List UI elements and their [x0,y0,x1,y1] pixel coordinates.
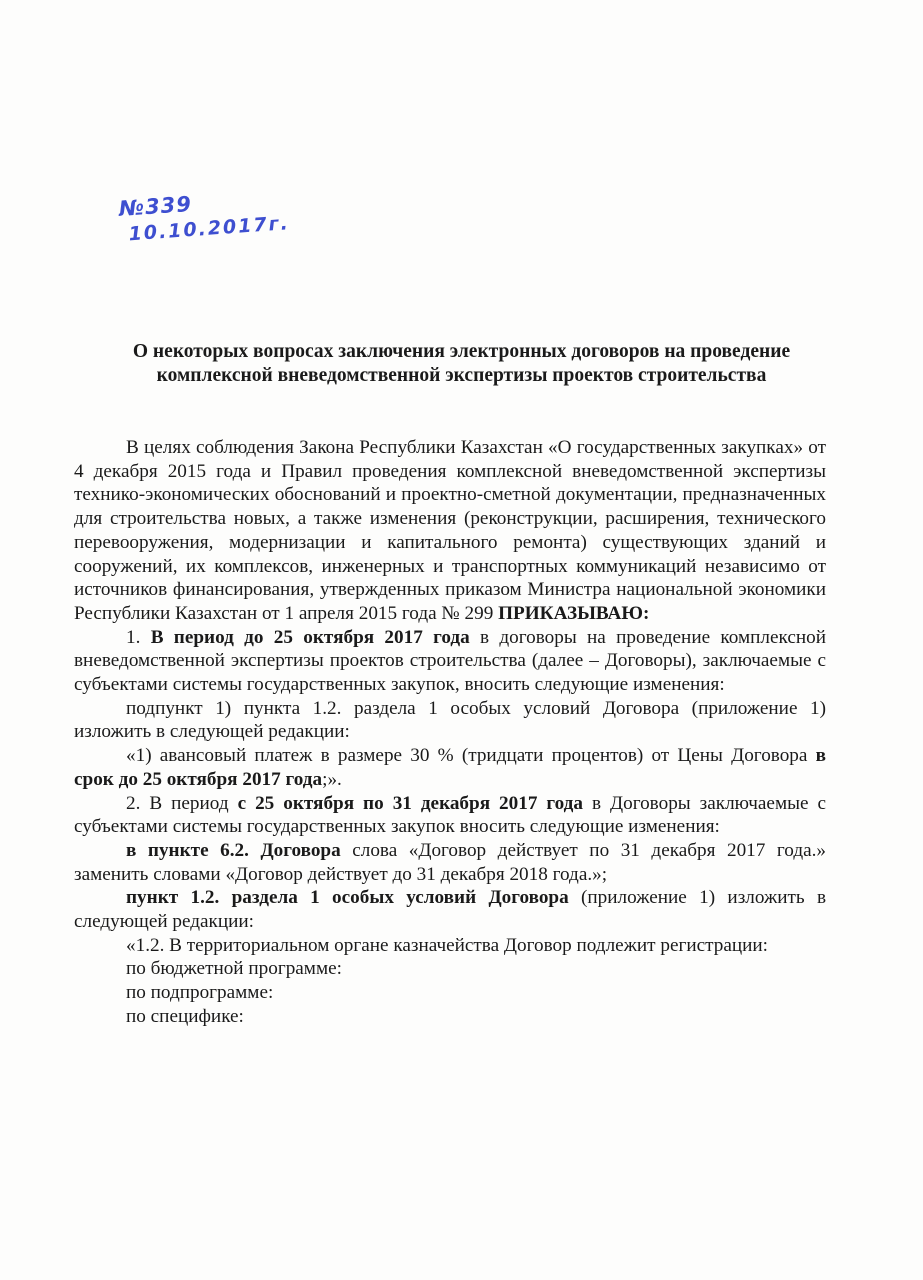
document-body [74,436,826,1029]
list-item-budget-program: по бюджетной программе: [126,958,342,980]
clause-2-text: в Договоры заключаемые с субъектами системы государственных закупок вносить следующие изменения: [74,792,826,838]
treasury-paragraph [74,934,826,958]
advance-payment-text: «1) авансовый платеж в размере 30 % (тридцати процентов) от Цены Договора [126,745,816,767]
subclause-text: подпункт 1) пункта 1.2. раздела 1 особых условий Договора (приложение 1) изложить в следующей редакции: [74,697,826,743]
clause-1-text: в договоры на проведение комплексной вневедомственной экспертизы проектов строительства (далее – Договоры), заключаемые с субъектами системы государственных закупок, вносить следующие изменения: [74,626,826,696]
order-keyword: ПРИКАЗЫВАЮ: [498,602,650,624]
point-1-2-reference: пункт 1.2. раздела 1 особых условий Договора [126,887,569,909]
treasury-text: «1.2. В территориальном органе казначейства Договор подлежит регистрации: [126,934,768,956]
handwritten-number: №339 [118,191,193,221]
clause-1-paragraph [74,626,826,697]
clause-2-prefix: 2. В период [126,792,238,814]
point-6-2-reference: в пункте 6.2. Договора [126,839,341,861]
handwritten-registration-note [118,184,291,248]
subclause-paragraph [74,697,826,744]
preamble-paragraph [74,436,826,626]
advance-payment-suffix: ;». [322,768,342,790]
point-1-2-text: (приложение 1) изложить в следующей редакции: [74,887,827,933]
point-6-2-text: слова «Договор действует по 31 декабря 2017 года.» заменить словами «Договор действует до 31 декабря 2018 года.»; [74,839,826,885]
clause-1-period: В период до 25 октября 2017 года [150,626,470,648]
handwritten-date: 10.10.2017г. [127,212,291,246]
clause-1-number: 1. [126,626,151,648]
point-1-2-paragraph [74,886,826,933]
list-item-specifics: по специфике: [126,1005,244,1027]
clause-2-paragraph [74,792,826,839]
advance-payment-deadline: в срок до 25 октября 2017 года [74,745,826,790]
document-title [60,340,863,388]
point-6-2-paragraph [74,839,826,886]
clause-2-period: с 25 октября по 31 декабря 2017 года [237,792,583,814]
title-line-1: О некоторых вопросах заключения электронных договоров на проведение [132,341,791,362]
preamble-text: В целях соблюдения Закона Республики Казахстан «О государственных закупках» от 4 декабря 2015 года и Правил проведения комплексной вневедомственной экспертизы технико-экономических обоснований и проектно-сметной документации, предназначенных для строительства новых, а также изменения (реконструкции, расширения, технического перевооружения, модернизации и капитального ремонта) существующих зданий и сооружений, их комплексов, инженерных и транспортных коммуникаций независимо от источников финансирования, утвержденных приказом Министра национальной экономики Республики Казахстан от 1 апреля 2015 года № 299 [74,437,826,624]
list-item-subprogram: по подпрограмме: [126,982,274,1004]
title-line-2: комплексной вневедомственной экспертизы проектов строительства [156,365,767,386]
advance-payment-paragraph [74,744,826,791]
